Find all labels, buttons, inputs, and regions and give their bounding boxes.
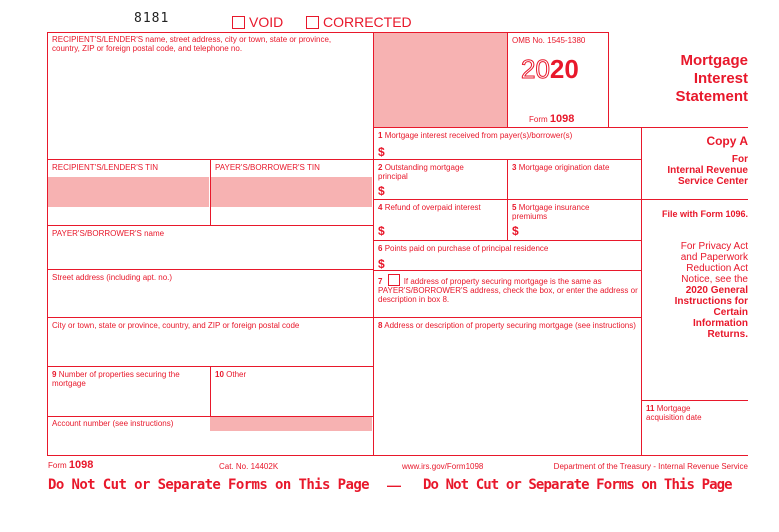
account-shaded [210, 416, 372, 431]
box10-label: 10 Other [215, 370, 247, 379]
shaded-area-top [374, 33, 507, 127]
file-with: File with Form 1096. [661, 209, 748, 219]
box1-dollar[interactable]: $ [378, 145, 385, 159]
form-code: 8181 [134, 11, 170, 26]
box6-label: 6 Points paid on purchase of principal residence [378, 244, 549, 253]
footer-dept: Department of the Treasury - Internal Revenue Service [553, 462, 748, 471]
box5-label: 5 Mortgage insurance premiums [512, 203, 590, 221]
payer-name-label: PAYER'S/BORROWER'S name [52, 229, 165, 238]
box11-label: 11 Mortgage acquisition date [646, 404, 702, 422]
box9-label: 9 Number of properties securing the mortgage [52, 370, 180, 388]
omb-number: OMB No. 1545-1380 [512, 36, 586, 45]
footer-form: Form 1098 [48, 459, 94, 471]
box2-label: 2 Outstanding mortgage principal [378, 163, 464, 181]
corrected-label: CORRECTED [323, 14, 412, 30]
for-irs: For Internal Revenue Service Center [667, 154, 748, 187]
city-label: City or town, state or province, country, and ZIP or foreign postal code [52, 321, 300, 330]
box3-label: 3 Mortgage origination date [512, 163, 610, 172]
form-title: Mortgage Interest Statement [675, 52, 748, 105]
box7-label: 7 If address of property securing mortgage is the same as PAYER'S/BORROWER'S address, check the box, or enter the address or description in box 8. [378, 274, 638, 304]
corrected-checkbox[interactable] [306, 14, 412, 30]
box8-label: 8 Address or description of property securing mortgage (see instructions) [378, 321, 636, 330]
recipient-name-label: RECIPIENT'S/LENDER'S name, street address, city or town, state or province, country, ZIP or foreign postal code, and telephone no. [52, 35, 332, 53]
void-box-icon[interactable] [232, 16, 245, 29]
box5-dollar[interactable]: $ [512, 224, 519, 238]
void-checkbox[interactable] [232, 14, 283, 30]
footer-url[interactable]: www.irs.gov/Form1098 [402, 462, 484, 471]
footer-cat: Cat. No. 14402K [219, 462, 279, 471]
street-label: Street address (including apt. no.) [52, 273, 173, 282]
box2-dollar[interactable]: $ [378, 184, 385, 198]
box4-dollar[interactable]: $ [378, 224, 385, 238]
payer-tin-field[interactable] [210, 177, 372, 207]
tax-year: 2020 [521, 54, 579, 84]
cut-notice-right: Do Not Cut or Separate Forms on This Page [423, 477, 732, 493]
cut-notice-left: Do Not Cut or Separate Forms on This Page [48, 477, 369, 493]
box4-label: 4 Refund of overpaid interest [378, 203, 481, 212]
recipient-tin-field[interactable] [48, 177, 209, 207]
corrected-box-icon[interactable] [306, 16, 319, 29]
payer-tin-label: PAYER'S/BORROWER'S TIN [215, 163, 320, 172]
box7-checkbox[interactable] [388, 274, 400, 286]
cut-notice-dash: — [387, 477, 401, 493]
privacy-notice: For Privacy Act and Paperwork Reduction Act Notice, see the 2020 General Instructions for Certain Information Returns. [674, 241, 748, 340]
void-label: VOID [249, 14, 284, 30]
account-label: Account number (see instructions) [52, 419, 174, 428]
form-number-label: Form 1098 [529, 113, 575, 125]
box6-dollar[interactable]: $ [378, 257, 385, 271]
recipient-tin-label: RECIPIENT'S/LENDER'S TIN [52, 163, 159, 172]
copy-a: Copy A [706, 134, 748, 148]
box1-label: 1 Mortgage interest received from payer(s)/borrower(s) [378, 131, 573, 140]
